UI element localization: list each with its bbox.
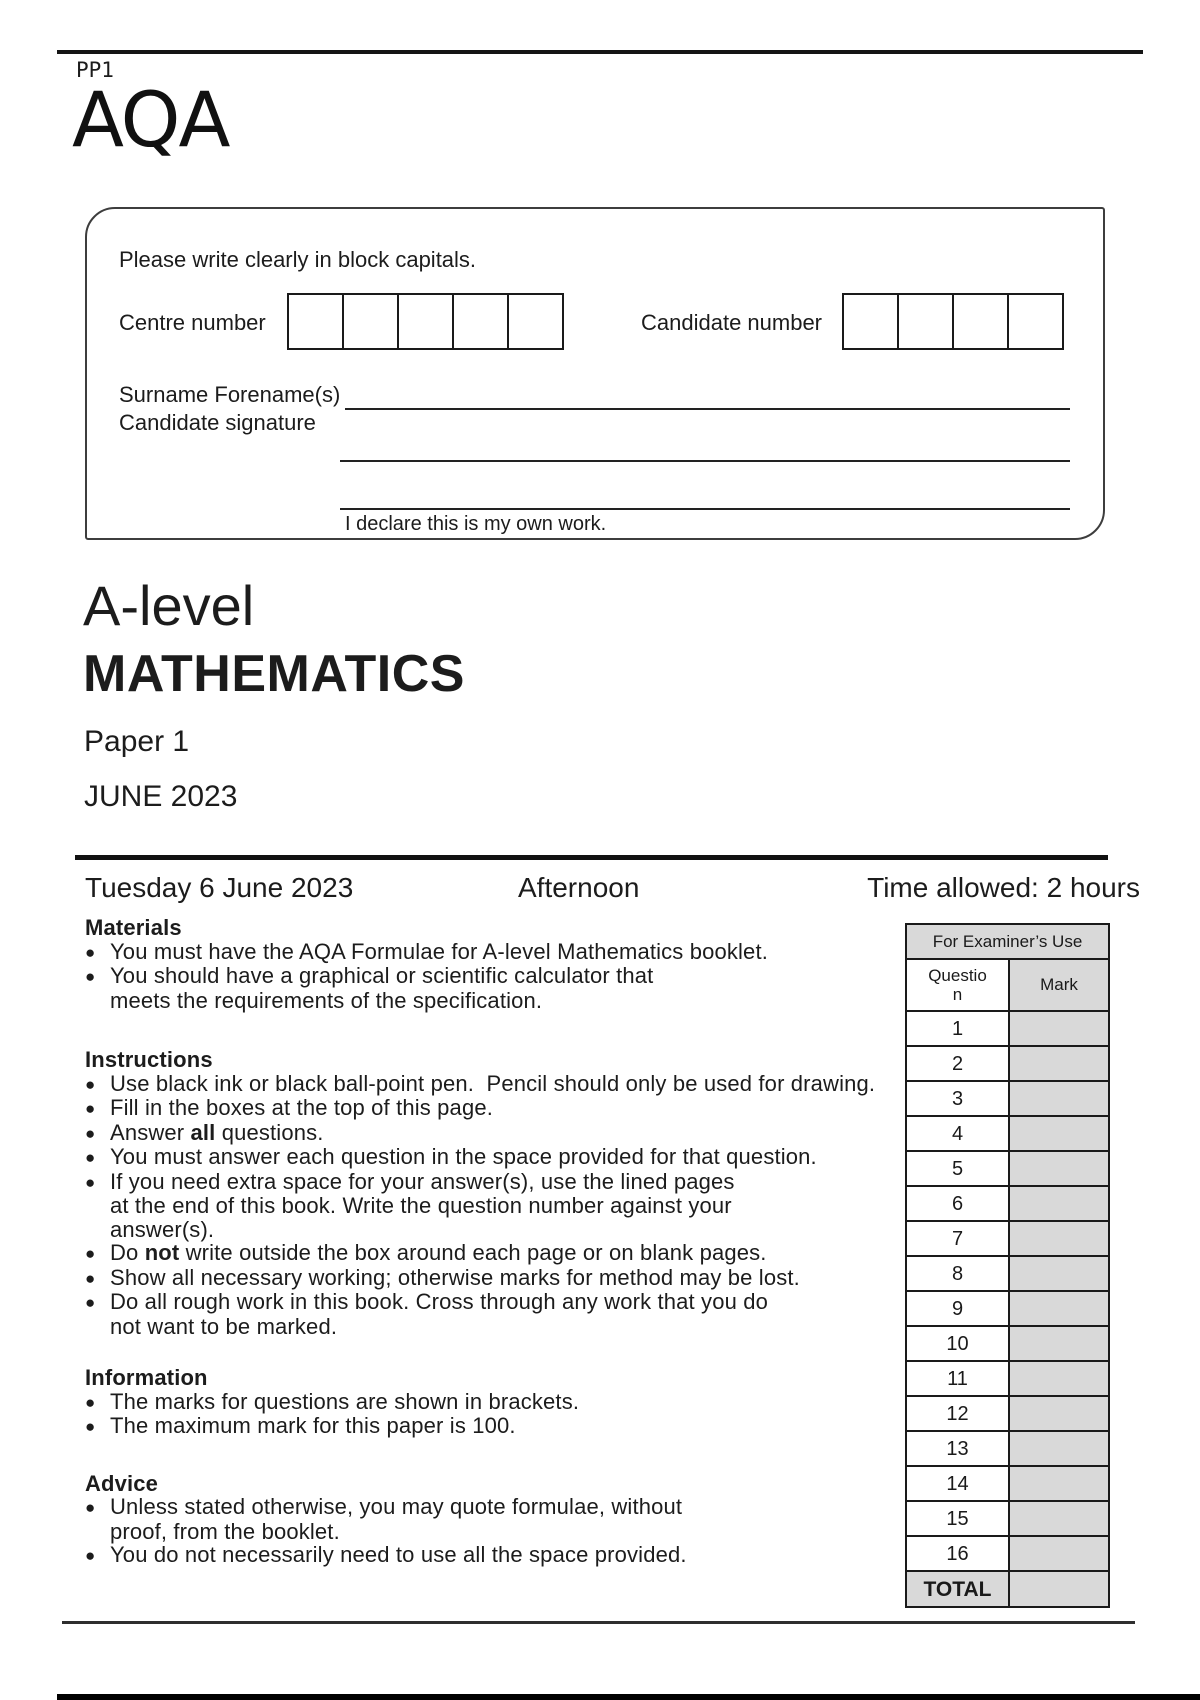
question-number-cell: 6 [951,1192,964,1215]
mark-cell [1008,1537,1108,1570]
continuation-line: not want to be marked. [110,1313,338,1339]
entry-cell[interactable] [897,293,954,350]
entry-cell[interactable] [842,293,899,350]
paper-number: Paper 1 [84,725,190,758]
question-number-cell: 14 [946,1472,969,1495]
bottom-bar [57,1694,1200,1700]
mark-cell [1008,1082,1108,1115]
top-rule [57,50,1143,54]
bullet-icon: ● [85,1417,96,1436]
section-heading: Materials [85,915,182,940]
block-capitals-note: Please write clearly in block capitals. [119,247,477,272]
mark-cell [1008,1362,1108,1395]
section-heading: Instructions [85,1047,213,1072]
bullet-line: ● You must have the AQA Formulae for A-level Mathematics booklet. [85,938,768,964]
entry-cell[interactable] [397,293,454,350]
aqa-logo: AQA [72,75,229,164]
qualification-title: A-level [83,574,255,637]
bullet-line: ● If you need extra space for your answer(s), use the lined pages [85,1168,735,1194]
mark-cell [1008,1292,1108,1325]
entry-cell[interactable] [952,293,1009,350]
mark-cell [1008,1257,1108,1290]
bullet-icon: ● [85,1099,96,1118]
total-label-cell: TOTAL [907,1572,1008,1606]
examiner-table-row [907,1115,1108,1150]
candidate-signature-label: Candidate signature [119,410,316,435]
declaration-text: I declare this is my own work. [345,513,607,535]
exam-session: JUNE 2023 [84,780,238,813]
section-materials [85,916,915,1012]
mark-cell [1008,1327,1108,1360]
question-number-cell: 3 [951,1087,964,1110]
question-number-cell: 1 [951,1017,964,1040]
section-information [85,1366,915,1439]
bullet-icon: ● [85,1392,96,1412]
entry-cell[interactable] [507,293,564,350]
examiner-table-row [907,1465,1108,1500]
examiner-table-body [907,1010,1108,1570]
mark-cell [1008,1502,1108,1535]
question-number-cell: 8 [951,1262,964,1285]
mark-cell [1008,1117,1108,1150]
examiner-table-row [907,1010,1108,1045]
centre-number-label: Centre number [119,310,266,335]
declaration-entry-line[interactable] [340,508,1070,510]
examiner-table-title: For Examiner’s Use [907,925,1108,958]
examiner-table-row [907,1150,1108,1185]
section-heading: Advice [85,1470,159,1496]
question-number-cell: 7 [951,1227,964,1250]
surname-forename-label: Surname Forename(s) [119,382,341,407]
bullet-line: ● The marks for questions are shown in brackets. [85,1388,580,1414]
examiner-use-table [905,923,1110,1608]
question-number-cell: 5 [951,1157,964,1180]
examiner-table-row [907,1045,1108,1080]
bullet-line: ● Show all necessary working; otherwise marks for method may be lost. [85,1264,800,1290]
entry-cell[interactable] [342,293,399,350]
bullet-icon: ● [85,1244,96,1263]
exam-session-time: Afternoon [518,872,640,903]
mark-cell [1008,1012,1108,1045]
mark-cell [1008,1397,1108,1430]
total-mark-cell [1008,1572,1108,1606]
question-column-header: Questio n [928,966,987,1004]
section-instructions [85,1048,915,1338]
mark-column-header: Mark [1008,960,1108,1010]
continuation-line: proof, from the booklet. [110,1518,340,1544]
bullet-icon: ● [85,1074,96,1094]
subject-title: MATHEMATICS [83,645,465,703]
examiner-table-row [907,1290,1108,1325]
entry-cell[interactable] [452,293,509,350]
bullet-icon: ● [85,1293,96,1312]
candidate-details-box [85,207,1105,540]
examiner-table-row [907,1255,1108,1290]
bullet-icon: ● [85,1123,96,1143]
signature-entry-line[interactable] [340,460,1070,462]
bullet-line: ● Unless stated otherwise, you may quote formulae, without [85,1494,683,1519]
bullet-line: ● You do not necessarily need to use all the space provided. [85,1542,687,1567]
bullet-icon: ● [85,1546,96,1565]
candidate-number-label: Candidate number [641,310,823,335]
exam-date: Tuesday 6 June 2023 [85,872,354,903]
examiner-table-row [907,1430,1108,1465]
examiner-table-row [907,1185,1108,1220]
question-number-cell: 10 [946,1332,969,1355]
bullet-icon: ● [85,1172,96,1192]
bullet-line: ● You should have a graphical or scientific calculator that [85,963,654,988]
examiner-table-row [907,1325,1108,1360]
mark-cell [1008,1222,1108,1255]
bullet-line: ● You must answer each question in the space provided for that question. [85,1144,817,1169]
question-number-cell: 9 [951,1297,964,1320]
mark-cell [1008,1432,1108,1465]
surname-entry-line[interactable] [345,408,1070,410]
time-allowed: Time allowed: 2 hours [867,872,1140,903]
examiner-table-row [907,1220,1108,1255]
header-rule [75,855,1108,860]
bullet-line: ● The maximum mark for this paper is 100. [85,1413,516,1438]
bullet-icon: ● [85,967,96,986]
bullet-icon: ● [85,1498,96,1517]
bullet-line: ● Answer all questions. [85,1119,324,1145]
question-number-cell: 15 [946,1507,969,1530]
mark-cell [1008,1187,1108,1220]
examiner-table-row [907,1500,1108,1535]
examiner-table-row [907,1535,1108,1570]
continuation-line: meets the requirements of the specification. [110,987,543,1013]
candidate-number-cells [842,293,1064,350]
paper-code: PP1 [76,58,114,82]
question-number-cell: 13 [946,1437,969,1460]
section-advice [85,1472,915,1568]
bullet-line: ● Do all rough work in this book. Cross through any work that you do [85,1289,769,1314]
bullet-line: ● Fill in the boxes at the top of this page. [85,1095,493,1120]
continuation-line: at the end of this book. Write the question number against your [110,1193,732,1218]
question-number-cell: 11 [947,1367,968,1390]
centre-number-cells [287,293,564,350]
question-number-cell: 16 [946,1542,969,1565]
bullet-line: ● Use black ink or black ball-point pen. Pencil should only be used for drawing. [85,1070,876,1096]
bullet-icon: ● [85,1268,96,1288]
examiner-table-row [907,1080,1108,1115]
question-number-cell: 2 [951,1052,964,1075]
bullet-line: ● Do not write outside the box around each page or on blank pages. [85,1240,767,1265]
entry-cell[interactable] [287,293,344,350]
question-number-cell: 12 [946,1402,969,1425]
examiner-table-row [907,1360,1108,1395]
mark-cell [1008,1467,1108,1500]
bullet-icon: ● [85,1148,96,1167]
examiner-table-header-row [907,958,1108,1010]
continuation-line: answer(s). [110,1216,215,1242]
examiner-table-total-row [907,1570,1108,1606]
front-cover-sections [85,916,915,1568]
examiner-table-row [907,1395,1108,1430]
question-number-cell: 4 [951,1122,964,1145]
bottom-rule [62,1621,1135,1624]
entry-cell[interactable] [1007,293,1064,350]
mark-cell [1008,1047,1108,1080]
bullet-icon: ● [85,942,96,962]
mark-cell [1008,1152,1108,1185]
section-heading: Information [85,1365,208,1390]
